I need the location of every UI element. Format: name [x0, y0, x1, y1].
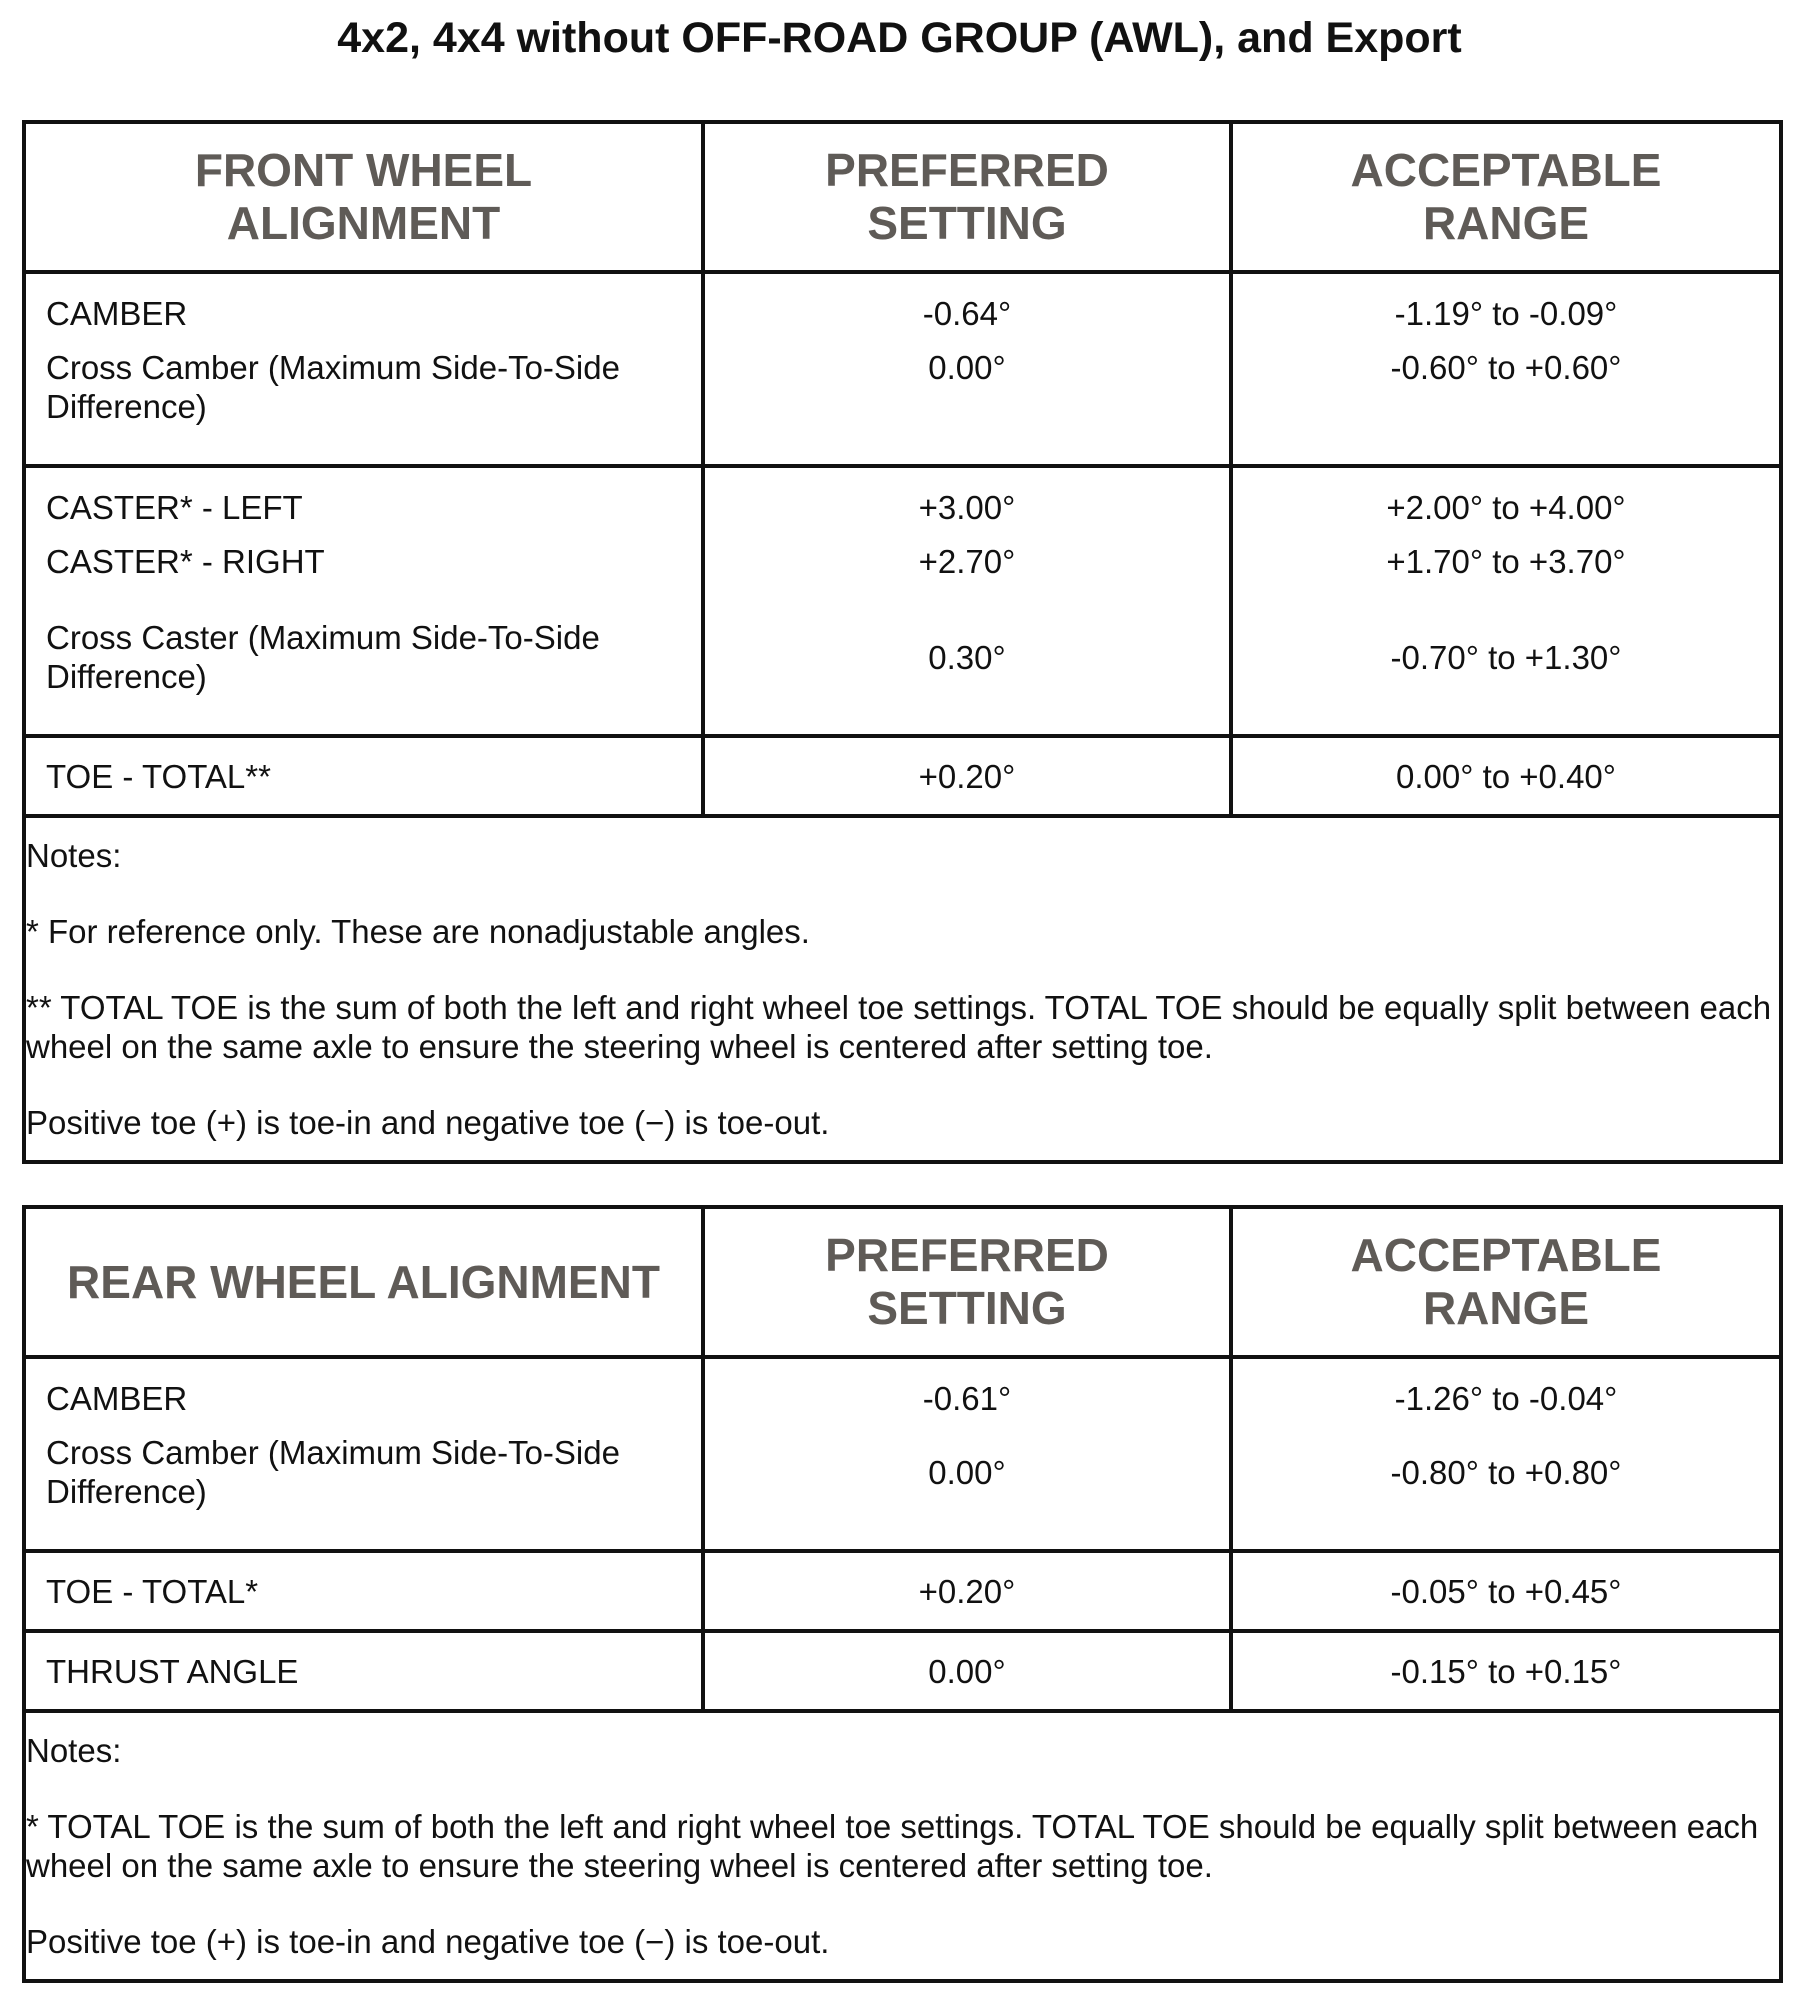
param-cell: CASTER* - RIGHT — [24, 542, 703, 618]
front-notes-row — [24, 816, 1781, 1162]
rear-notes — [24, 1711, 1781, 1981]
table-row — [24, 466, 1781, 542]
table-row — [24, 1551, 1781, 1631]
preferred-cell: +3.00° — [703, 466, 1231, 542]
table-row — [24, 736, 1781, 816]
rear-header-preferred — [703, 1207, 1231, 1357]
table-row — [24, 1433, 1781, 1551]
table-row — [24, 542, 1781, 618]
param-cell: Cross Camber (Maximum Side-To-Side Difference) — [24, 348, 703, 466]
front-notes — [24, 816, 1781, 1162]
param-cell: TOE - TOTAL** — [24, 736, 703, 816]
param-cell: THRUST ANGLE — [24, 1631, 703, 1711]
preferred-cell: +0.20° — [703, 736, 1231, 816]
range-cell: -0.05° to +0.45° — [1231, 1551, 1781, 1631]
front-alignment-table — [22, 120, 1783, 1164]
front-header-preferred — [703, 122, 1231, 272]
table-row — [24, 272, 1781, 348]
rear-notes-row — [24, 1711, 1781, 1981]
param-cell: TOE - TOTAL* — [24, 1551, 703, 1631]
header-text: ACCEPTABLE RANGE — [1350, 144, 1662, 249]
preferred-cell: +2.70° — [703, 542, 1231, 618]
range-cell: +2.00° to +4.00° — [1386, 489, 1626, 526]
note-line: * TOTAL TOE is the sum of both the left and right wheel toe settings. TOTAL TOE should be equally split between each wheel on the same axle to ensure the steering wheel is centered after setting toe. — [26, 1808, 1759, 1884]
range-cell: -1.26° to -0.04° — [1394, 1380, 1618, 1417]
rear-header-parameter — [24, 1207, 703, 1357]
range-cell: -0.70° to +1.30° — [1231, 618, 1781, 736]
header-text: PREFERRED SETTING — [825, 144, 1109, 249]
param-cell: CAMBER — [24, 272, 703, 348]
range-cell: 0.00° to +0.40° — [1231, 736, 1781, 816]
table-row — [24, 1631, 1781, 1711]
table-row — [24, 1357, 1781, 1433]
range-cell: -0.15° to +0.15° — [1231, 1631, 1781, 1711]
param-cell: Cross Camber (Maximum Side-To-Side Difference) — [24, 1433, 703, 1551]
note-line: Positive toe (+) is toe-in and negative toe (−) is toe-out. — [26, 1923, 830, 1960]
preferred-cell: 0.00° — [703, 1631, 1231, 1711]
notes-heading: Notes: — [26, 1732, 122, 1769]
param-cell: CASTER* - LEFT — [24, 466, 703, 542]
range-cell: -1.19° to -0.09° — [1394, 295, 1618, 332]
header-text: FRONT WHEEL ALIGNMENT — [194, 144, 533, 249]
preferred-cell: 0.30° — [703, 618, 1231, 736]
rear-header-range — [1231, 1207, 1781, 1357]
param-cell: CAMBER — [24, 1357, 703, 1433]
rear-header-row — [24, 1207, 1781, 1357]
note-line: ** TOTAL TOE is the sum of both the left and right wheel toe settings. TOTAL TOE should be equally split between each wheel on the same axle to ensure the steering wheel is centered after setting toe. — [26, 989, 1772, 1065]
header-text: REAR WHEEL ALIGNMENT — [67, 1255, 660, 1308]
preferred-cell: -0.61° — [703, 1357, 1231, 1433]
note-line: Positive toe (+) is toe-in and negative toe (−) is toe-out. — [26, 1104, 830, 1141]
notes-heading: Notes: — [26, 837, 122, 874]
header-text: ACCEPTABLE RANGE — [1350, 1229, 1662, 1334]
preferred-cell: 0.00° — [703, 348, 1231, 466]
table-row — [24, 348, 1781, 466]
note-line: * For reference only. These are nonadjustable angles. — [26, 913, 810, 950]
front-header-parameter — [24, 122, 703, 272]
rear-alignment-table — [22, 1205, 1783, 1983]
front-header-row — [24, 122, 1781, 272]
range-cell: -0.60° to +0.60° — [1231, 348, 1781, 466]
param-cell: Cross Caster (Maximum Side-To-Side Difference) — [24, 618, 703, 736]
preferred-cell: -0.64° — [703, 272, 1231, 348]
preferred-cell: +0.20° — [703, 1551, 1231, 1631]
table-row — [24, 618, 1781, 736]
range-cell: -0.80° to +0.80° — [1231, 1433, 1781, 1551]
preferred-cell: 0.00° — [703, 1433, 1231, 1551]
header-text: PREFERRED SETTING — [825, 1229, 1109, 1334]
front-header-range — [1231, 122, 1781, 272]
page-title: 4x2, 4x4 without OFF-ROAD GROUP (AWL), and Export — [337, 14, 1462, 62]
range-cell: +1.70° to +3.70° — [1386, 543, 1626, 580]
